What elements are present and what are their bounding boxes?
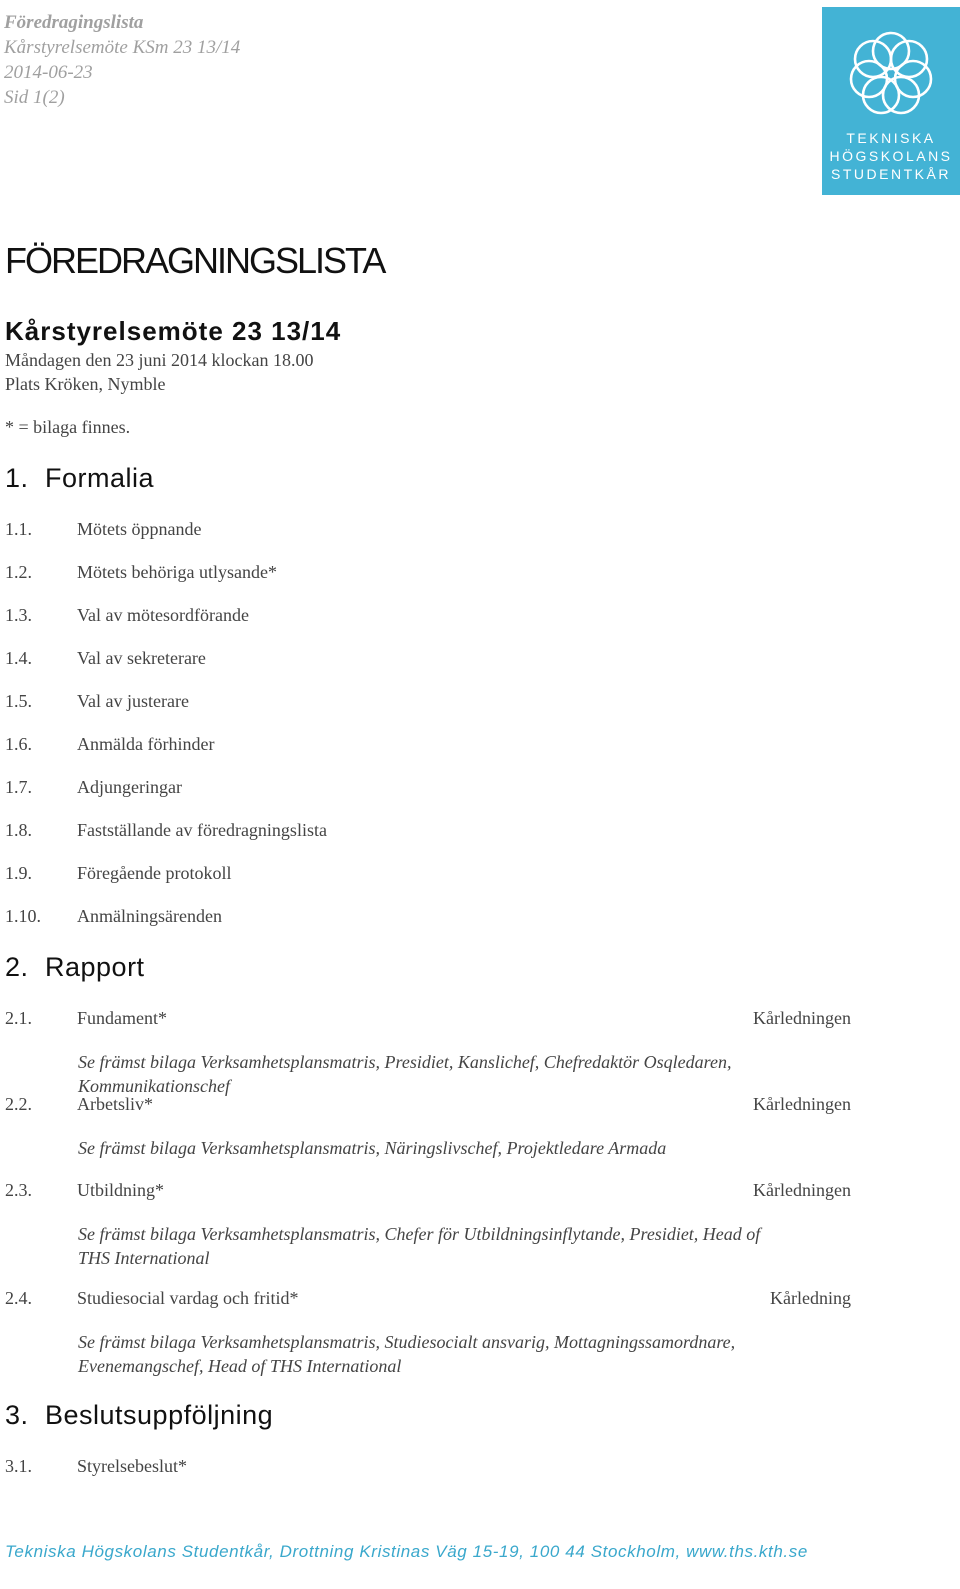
page-title: FÖREDRAGNINGSLISTA xyxy=(5,240,385,281)
item-number: 1.9. xyxy=(5,863,32,883)
item-label: Arbetsliv* xyxy=(77,1094,153,1114)
item-label: Mötets behöriga utlysande* xyxy=(77,562,277,582)
item-number: 1.2. xyxy=(5,562,32,582)
section-title: Rapport xyxy=(45,952,145,982)
logo-text-line2: HÖGSKOLANS xyxy=(829,148,953,164)
item-label: Val av mötesordförande xyxy=(77,605,249,625)
section-title: Formalia xyxy=(45,463,155,493)
section-number: 3. xyxy=(5,1400,29,1430)
item-number: 1.4. xyxy=(5,648,32,668)
meeting-date: Måndagen den 23 juni 2014 klockan 18.00 xyxy=(5,350,314,370)
item-number: 2.4. xyxy=(5,1288,32,1308)
item-responsible: Kårledningen xyxy=(753,1008,851,1028)
item-label: Val av justerare xyxy=(77,691,189,711)
logo-text-line1: TEKNISKA xyxy=(846,130,936,146)
item-label: Val av sekreterare xyxy=(77,648,206,668)
item-note: Se främst bilaga Verksamhetsplansmatris, Näringslivschef, Projektledare Armada xyxy=(78,1138,667,1158)
section-heading-beslutsuppfoljning xyxy=(5,1400,273,1431)
item-number: 3.1. xyxy=(5,1456,32,1476)
section-heading-formalia xyxy=(5,463,154,494)
item-label: Anmälningsärenden xyxy=(77,906,222,926)
item-number: 1.7. xyxy=(5,777,32,797)
agenda-item xyxy=(5,777,182,798)
item-responsible: Kårledning xyxy=(770,1288,851,1308)
item-label: Utbildning* xyxy=(77,1180,165,1200)
agenda-item xyxy=(5,1094,153,1115)
item-number: 1.8. xyxy=(5,820,32,840)
section-title: Beslutsuppföljning xyxy=(45,1400,274,1430)
item-note: Se främst bilaga Verksamhetsplansmatris, Chefer för Utbildningsinflytande, Presidiet, Head of THS International xyxy=(78,1224,761,1268)
item-number: 1.1. xyxy=(5,519,32,539)
agenda-item xyxy=(5,1456,187,1477)
agenda-item xyxy=(5,519,201,540)
agenda-item xyxy=(5,605,249,626)
item-label: Mötets öppnande xyxy=(77,519,202,539)
item-number: 2.3. xyxy=(5,1180,32,1200)
agenda-item xyxy=(5,1008,167,1029)
agenda-item xyxy=(5,863,231,884)
item-note: Se främst bilaga Verksamhetsplansmatris, Studiesocialt ansvarig, Mottagningssamordnare, Evenemangschef, Head of THS International xyxy=(78,1332,736,1376)
item-label: Fastställande av föredragningslista xyxy=(77,820,327,840)
agenda-item xyxy=(5,906,222,927)
item-number: 1.10. xyxy=(5,906,41,926)
item-label: Anmälda förhinder xyxy=(77,734,215,754)
agenda-item xyxy=(5,562,277,583)
item-label: Föregående protokoll xyxy=(77,863,232,883)
item-number: 1.6. xyxy=(5,734,32,754)
meeting-title: Kårstyrelsemöte 23 13/14 xyxy=(5,316,342,346)
meeting-place: Plats Kröken, Nymble xyxy=(5,374,166,394)
agenda-item xyxy=(5,1288,298,1309)
agenda-item xyxy=(5,648,206,669)
agenda-item xyxy=(5,1180,164,1201)
item-number: 1.5. xyxy=(5,691,32,711)
item-number: 1.3. xyxy=(5,605,32,625)
agenda-item xyxy=(5,734,214,755)
section-number: 1. xyxy=(5,463,29,493)
item-label: Studiesocial vardag och fritid* xyxy=(77,1288,299,1308)
agenda-item xyxy=(5,691,189,712)
ths-logo xyxy=(822,7,960,195)
meeting-reference: Kårstyrelsemöte KSm 23 13/14 xyxy=(4,37,241,58)
section-number: 2. xyxy=(5,952,29,982)
document-header xyxy=(4,10,240,110)
item-note: Se främst bilaga Verksamhetsplansmatris, Presidiet, Kanslichef, Chefredaktör Osqledaren, Kommunikationschef xyxy=(78,1052,732,1096)
section-heading-rapport xyxy=(5,952,145,983)
agenda-item xyxy=(5,820,327,841)
item-number: 2.1. xyxy=(5,1008,32,1028)
item-label: Styrelsebeslut* xyxy=(77,1456,187,1476)
document-date: 2014-06-23 xyxy=(4,62,93,83)
rings-emblem-icon xyxy=(839,21,943,125)
item-responsible: Kårledningen xyxy=(753,1094,851,1114)
logo-text-line3: STUDENTKÅR xyxy=(831,166,951,182)
attachment-note: * = bilaga finnes. xyxy=(5,417,131,437)
item-responsible: Kårledningen xyxy=(753,1180,851,1200)
item-number: 2.2. xyxy=(5,1094,32,1114)
footer-address: Tekniska Högskolans Studentkår, Drottning Kristinas Väg 15-19, 100 44 Stockholm, www.ths.kth.se xyxy=(5,1542,808,1561)
document-type: Föredragingslista xyxy=(4,12,144,33)
item-label: Adjungeringar xyxy=(77,777,182,797)
item-label: Fundament* xyxy=(77,1008,167,1028)
page-number: Sid 1(2) xyxy=(4,87,65,108)
